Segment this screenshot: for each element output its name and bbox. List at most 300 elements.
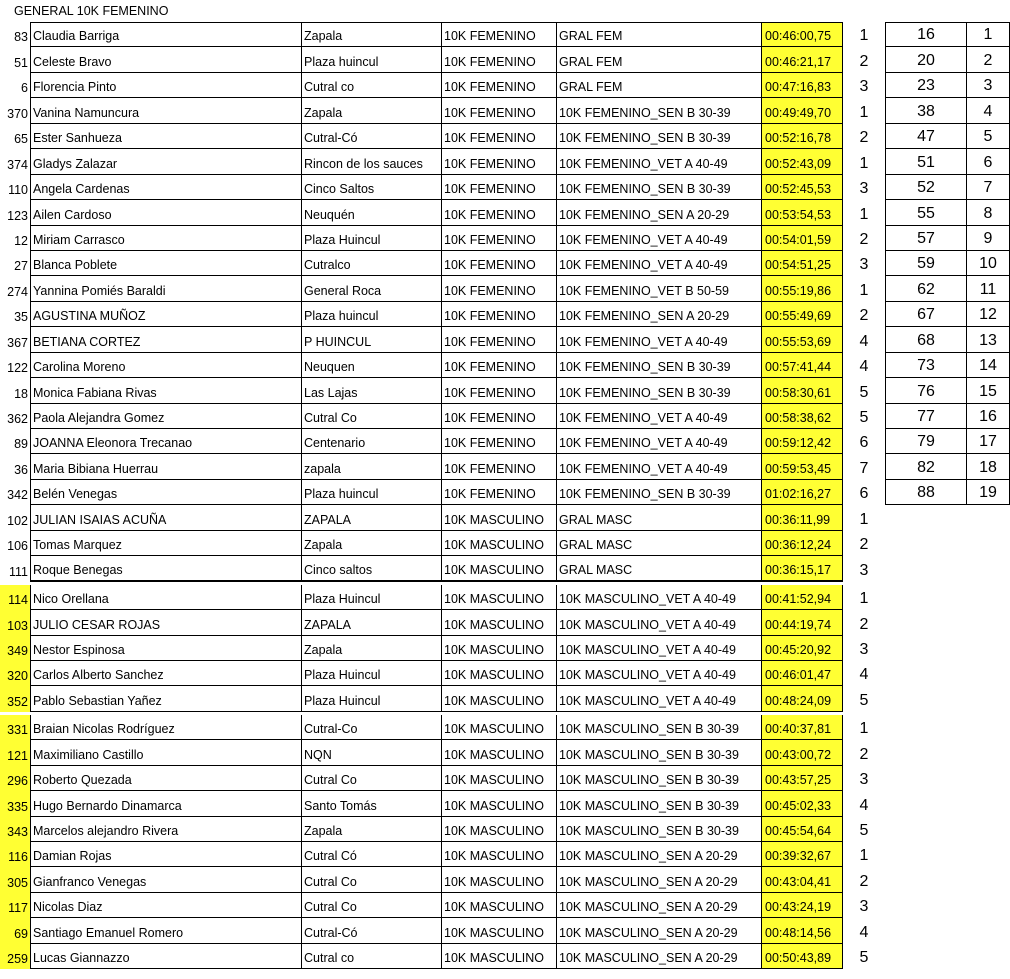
bib-number-cell: 367: [7, 335, 28, 350]
time-cell: 00:44:19,74: [761, 610, 843, 635]
subcategory-cell: 10K FEMENINO_SEN B 30-39: [556, 98, 761, 123]
category-cell: 10K MASCULINO: [441, 610, 556, 635]
category-place-cell: 1: [859, 847, 869, 865]
city-cell: Zapala: [301, 531, 441, 556]
bib-number-cell: 6: [21, 81, 28, 96]
general-place-cell: 59: [885, 251, 966, 276]
category-place-cell: 4: [859, 332, 869, 350]
city-cell: Plaza Huincul: [301, 661, 441, 686]
gender-place-cell: 19: [966, 480, 1010, 505]
time-cell: 00:55:53,69: [761, 327, 843, 352]
table-row: [0, 175, 1010, 200]
table-row: [0, 918, 1010, 943]
category-place-cell: 3: [859, 771, 869, 789]
category-cell: 10K MASCULINO: [441, 531, 556, 556]
city-cell: Plaza huincul: [301, 480, 441, 505]
general-place-cell: 52: [885, 175, 966, 200]
city-cell: Plaza huincul: [301, 47, 441, 72]
category-place-cell: 2: [859, 872, 869, 890]
table-row: [0, 636, 1010, 661]
time-cell: 00:41:52,94: [761, 585, 843, 610]
runner-name-cell: Maria Bibiana Huerrau: [30, 454, 301, 479]
city-cell: ZAPALA: [301, 610, 441, 635]
table-row: [0, 480, 1010, 505]
time-cell: 00:50:43,89: [761, 944, 843, 969]
general-place-cell: 68: [885, 327, 966, 352]
subcategory-cell: 10K MASCULINO_VET A 40-49: [556, 661, 761, 686]
category-cell: 10K FEMENINO: [441, 429, 556, 454]
runner-name-cell: Angela Cardenas: [30, 175, 301, 200]
city-cell: Cutral-Có: [301, 918, 441, 943]
subcategory-cell: GRAL MASC: [556, 556, 761, 581]
table-row: [0, 867, 1010, 892]
subcategory-cell: GRAL FEM: [556, 47, 761, 72]
runner-name-cell: Santiago Emanuel Romero: [30, 918, 301, 943]
runner-name-cell: Gianfranco Venegas: [30, 867, 301, 892]
category-place-cell: 1: [859, 27, 869, 45]
bib-number-cell: 117: [0, 893, 30, 918]
city-cell: General Roca: [301, 276, 441, 301]
subcategory-cell: 10K MASCULINO_SEN A 20-29: [556, 867, 761, 892]
time-cell: 00:46:21,17: [761, 47, 843, 72]
category-cell: 10K FEMENINO: [441, 251, 556, 276]
runner-name-cell: Yannina Pomiés Baraldi: [30, 276, 301, 301]
category-cell: 10K FEMENINO: [441, 226, 556, 251]
time-cell: 00:57:41,44: [761, 353, 843, 378]
city-cell: Plaza huincul: [301, 302, 441, 327]
subcategory-cell: 10K FEMENINO_VET A 40-49: [556, 404, 761, 429]
category-cell: 10K FEMENINO: [441, 353, 556, 378]
bib-number-cell: 89: [14, 437, 28, 452]
bib-number-cell: 259: [0, 944, 30, 969]
runner-name-cell: Monica Fabiana Rivas: [30, 378, 301, 403]
category-cell: 10K FEMENINO: [441, 378, 556, 403]
category-place-cell: 2: [859, 745, 869, 763]
bib-number-cell: 110: [8, 183, 28, 198]
results-table: [0, 22, 1010, 969]
category-place-cell: 2: [859, 52, 869, 70]
bib-number-cell: 121: [0, 740, 30, 765]
time-cell: 00:59:12,42: [761, 429, 843, 454]
subcategory-cell: GRAL MASC: [556, 505, 761, 530]
city-cell: Cutralco: [301, 251, 441, 276]
category-cell: 10K FEMENINO: [441, 175, 556, 200]
time-cell: 00:55:49,69: [761, 302, 843, 327]
general-place-cell: 38: [885, 98, 966, 123]
general-place-cell: 82: [885, 454, 966, 479]
subcategory-cell: 10K MASCULINO_VET A 40-49: [556, 636, 761, 661]
category-place-cell: 1: [859, 205, 869, 223]
city-cell: Zapala: [301, 817, 441, 842]
category-cell: 10K MASCULINO: [441, 686, 556, 711]
city-cell: Zapala: [301, 98, 441, 123]
category-place-cell: 1: [859, 281, 869, 299]
city-cell: Centenario: [301, 429, 441, 454]
city-cell: Cinco Saltos: [301, 175, 441, 200]
city-cell: Cutral Co: [301, 404, 441, 429]
table-row: [0, 327, 1010, 352]
table-row: [0, 766, 1010, 791]
table-row: [0, 531, 1010, 556]
category-place-cell: 5: [859, 949, 869, 967]
subcategory-cell: 10K MASCULINO_SEN A 20-29: [556, 944, 761, 969]
subcategory-cell: 10K MASCULINO_SEN B 30-39: [556, 766, 761, 791]
subcategory-cell: GRAL MASC: [556, 531, 761, 556]
category-cell: 10K FEMENINO: [441, 404, 556, 429]
gender-place-cell: 5: [966, 124, 1010, 149]
runner-name-cell: Carolina Moreno: [30, 353, 301, 378]
time-cell: 00:36:12,24: [761, 531, 843, 556]
general-place-cell: 76: [885, 378, 966, 403]
category-place-cell: 5: [859, 409, 869, 426]
category-place-cell: 1: [859, 720, 869, 738]
city-cell: Cutral Co: [301, 766, 441, 791]
time-cell: 00:52:45,53: [761, 175, 843, 200]
subcategory-cell: 10K FEMENINO_VET A 40-49: [556, 251, 761, 276]
category-place-cell: 1: [859, 510, 869, 528]
category-cell: 10K MASCULINO: [441, 766, 556, 791]
subcategory-cell: 10K FEMENINO_SEN B 30-39: [556, 353, 761, 378]
time-cell: 00:52:16,78: [761, 124, 843, 149]
table-row: [0, 200, 1010, 225]
table-row: [0, 817, 1010, 842]
category-place-cell: 2: [859, 230, 869, 248]
gender-place-cell: 15: [966, 378, 1010, 403]
subcategory-cell: 10K MASCULINO_SEN B 30-39: [556, 740, 761, 765]
runner-name-cell: JULIO CESAR ROJAS: [30, 610, 301, 635]
runner-name-cell: BETIANA CORTEZ: [30, 327, 301, 352]
category-place-cell: 3: [859, 898, 869, 916]
runner-name-cell: JULIAN ISAIAS ACUÑA: [30, 505, 301, 530]
category-cell: 10K FEMENINO: [441, 22, 556, 47]
bib-number-cell: 352: [0, 686, 30, 711]
table-row: [0, 661, 1010, 686]
category-cell: 10K MASCULINO: [441, 791, 556, 816]
time-cell: 00:43:24,19: [761, 893, 843, 918]
category-cell: 10K MASCULINO: [441, 556, 556, 581]
general-place-cell: 55: [885, 200, 966, 225]
table-row: [0, 429, 1010, 454]
time-cell: 00:46:00,75: [761, 22, 843, 47]
time-cell: 00:48:14,56: [761, 918, 843, 943]
subcategory-cell: 10K FEMENINO_VET A 40-49: [556, 429, 761, 454]
bib-number-cell: 349: [0, 636, 30, 661]
bib-number-cell: 362: [7, 412, 28, 426]
subcategory-cell: 10K FEMENINO_VET A 40-49: [556, 149, 761, 174]
bib-number-cell: 103: [0, 610, 30, 635]
runner-name-cell: Celeste Bravo: [30, 47, 301, 72]
category-place-cell: 3: [859, 256, 869, 274]
table-row: [0, 378, 1010, 403]
gender-place-cell: 13: [966, 327, 1010, 352]
table-row: [0, 842, 1010, 867]
category-place-cell: 3: [859, 640, 869, 658]
category-place-cell: 2: [859, 307, 869, 325]
general-place-cell: 79: [885, 429, 966, 454]
category-cell: 10K FEMENINO: [441, 98, 556, 123]
city-cell: Cutral Co: [301, 867, 441, 892]
table-row: [0, 353, 1010, 378]
city-cell: Plaza Huincul: [301, 686, 441, 711]
runner-name-cell: Ailen Cardoso: [30, 200, 301, 225]
subcategory-cell: 10K MASCULINO_SEN B 30-39: [556, 715, 761, 740]
city-cell: Plaza Huincul: [301, 226, 441, 251]
subcategory-cell: 10K MASCULINO_SEN B 30-39: [556, 817, 761, 842]
table-row: [0, 686, 1010, 711]
runner-name-cell: Gladys Zalazar: [30, 149, 301, 174]
general-place-cell: 77: [885, 404, 966, 429]
general-place-cell: 20: [885, 47, 966, 72]
gender-place-cell: 8: [966, 200, 1010, 225]
category-cell: 10K FEMENINO: [441, 454, 556, 479]
category-cell: 10K MASCULINO: [441, 740, 556, 765]
bib-number-cell: 320: [0, 661, 30, 686]
time-cell: 00:54:01,59: [761, 226, 843, 251]
bib-number-cell: 305: [0, 867, 30, 892]
category-place-cell: 1: [859, 154, 869, 172]
city-cell: Cutral co: [301, 73, 441, 98]
subcategory-cell: 10K MASCULINO_SEN A 20-29: [556, 893, 761, 918]
city-cell: Cutral-Co: [301, 715, 441, 740]
subcategory-cell: 10K FEMENINO_SEN A 20-29: [556, 200, 761, 225]
subcategory-cell: 10K FEMENINO_SEN B 30-39: [556, 480, 761, 505]
runner-name-cell: Belén Venegas: [30, 480, 301, 505]
bib-number-cell: 35: [14, 310, 28, 325]
category-cell: 10K MASCULINO: [441, 893, 556, 918]
bib-number-cell: 111: [8, 564, 28, 579]
subcategory-cell: 10K FEMENINO_SEN B 30-39: [556, 175, 761, 200]
runner-name-cell: Paola Alejandra Gomez: [30, 404, 301, 429]
city-cell: Cutral-Có: [301, 124, 441, 149]
table-row: [0, 73, 1010, 98]
city-cell: Neuquen: [301, 353, 441, 378]
runner-name-cell: Nicolas Diaz: [30, 893, 301, 918]
gender-place-cell: 11: [966, 276, 1010, 301]
gender-place-cell: 6: [966, 149, 1010, 174]
runner-name-cell: JOANNA Eleonora Trecanao: [30, 429, 301, 454]
category-cell: 10K FEMENINO: [441, 200, 556, 225]
time-cell: 00:58:30,61: [761, 378, 843, 403]
runner-name-cell: Roque Benegas: [30, 556, 301, 581]
bib-number-cell: 342: [7, 488, 28, 503]
bib-number-cell: 274: [7, 284, 28, 299]
table-row: [0, 149, 1010, 174]
general-place-cell: 62: [885, 276, 966, 301]
time-cell: 00:47:16,83: [761, 73, 843, 98]
subcategory-cell: 10K FEMENINO_SEN B 30-39: [556, 378, 761, 403]
time-cell: 00:53:54,53: [761, 200, 843, 225]
category-cell: 10K MASCULINO: [441, 585, 556, 610]
gender-place-cell: 2: [966, 47, 1010, 72]
runner-name-cell: Marcelos alejandro Rivera: [30, 817, 301, 842]
time-cell: 00:48:24,09: [761, 686, 843, 711]
subcategory-cell: 10K FEMENINO_VET A 40-49: [556, 226, 761, 251]
time-cell: 00:39:32,67: [761, 842, 843, 867]
gender-place-cell: 9: [966, 226, 1010, 251]
city-cell: Zapala: [301, 22, 441, 47]
runner-name-cell: Hugo Bernardo Dinamarca: [30, 791, 301, 816]
category-cell: 10K FEMENINO: [441, 276, 556, 301]
bib-number-cell: 51: [14, 55, 28, 70]
subcategory-cell: 10K MASCULINO_SEN B 30-39: [556, 791, 761, 816]
time-cell: 01:02:16,27: [761, 480, 843, 505]
category-place-cell: 4: [859, 923, 869, 941]
bib-number-cell: 370: [7, 106, 28, 121]
bib-number-cell: 102: [7, 513, 28, 528]
bib-number-cell: 65: [14, 132, 28, 147]
time-cell: 00:45:02,33: [761, 791, 843, 816]
runner-name-cell: Lucas Giannazzo: [30, 944, 301, 969]
subcategory-cell: 10K FEMENINO_VET B 50-59: [556, 276, 761, 301]
runner-name-cell: Vanina Namuncura: [30, 98, 301, 123]
subcategory-cell: 10K MASCULINO_VET A 40-49: [556, 610, 761, 635]
category-place-cell: 1: [859, 103, 869, 121]
time-cell: 00:46:01,47: [761, 661, 843, 686]
gender-place-cell: 18: [966, 454, 1010, 479]
bib-number-cell: 69: [0, 918, 30, 943]
category-cell: 10K MASCULINO: [441, 505, 556, 530]
table-row: [0, 791, 1010, 816]
subcategory-cell: GRAL FEM: [556, 73, 761, 98]
gender-place-cell: 3: [966, 73, 1010, 98]
bib-number-cell: 116: [0, 842, 30, 867]
category-cell: 10K FEMENINO: [441, 149, 556, 174]
city-cell: P HUINCUL: [301, 327, 441, 352]
category-place-cell: 4: [859, 796, 869, 814]
time-cell: 00:59:53,45: [761, 454, 843, 479]
category-place-cell: 5: [859, 691, 869, 709]
category-cell: 10K FEMENINO: [441, 73, 556, 98]
gender-place-cell: 16: [966, 404, 1010, 429]
gender-place-cell: 1: [966, 22, 1010, 47]
bib-number-cell: 343: [0, 817, 30, 842]
general-place-cell: 23: [885, 73, 966, 98]
bib-number-cell: 106: [7, 539, 28, 554]
category-cell: 10K MASCULINO: [441, 817, 556, 842]
runner-name-cell: Carlos Alberto Sanchez: [30, 661, 301, 686]
general-place-cell: 47: [885, 124, 966, 149]
bib-number-cell: 114: [0, 585, 30, 610]
table-row: [0, 404, 1010, 429]
runner-name-cell: Nico Orellana: [30, 585, 301, 610]
runner-name-cell: Roberto Quezada: [30, 766, 301, 791]
runner-name-cell: Maximiliano Castillo: [30, 740, 301, 765]
runner-name-cell: Damian Rojas: [30, 842, 301, 867]
city-cell: Zapala: [301, 636, 441, 661]
category-cell: 10K FEMENINO: [441, 302, 556, 327]
table-row: [0, 22, 1010, 47]
time-cell: 00:36:15,17: [761, 556, 843, 581]
table-row: [0, 226, 1010, 251]
table-row: [0, 251, 1010, 276]
category-place-cell: 7: [859, 459, 869, 477]
subcategory-cell: GRAL FEM: [556, 22, 761, 47]
time-cell: 00:45:54,64: [761, 817, 843, 842]
city-cell: Las Lajas: [301, 378, 441, 403]
category-place-cell: 2: [859, 129, 869, 147]
category-cell: 10K MASCULINO: [441, 661, 556, 686]
bib-number-cell: 296: [0, 766, 30, 791]
city-cell: Santo Tomás: [301, 791, 441, 816]
city-cell: Cutral Có: [301, 842, 441, 867]
table-row: [0, 893, 1010, 918]
category-cell: 10K FEMENINO: [441, 480, 556, 505]
runner-name-cell: Tomas Marquez: [30, 531, 301, 556]
subcategory-cell: 10K MASCULINO_VET A 40-49: [556, 686, 761, 711]
bib-number-cell: 374: [7, 157, 28, 172]
category-place-cell: 6: [859, 485, 869, 503]
category-place-cell: 2: [859, 536, 869, 554]
category-place-cell: 5: [859, 822, 869, 839]
bib-number-cell: 36: [14, 462, 28, 477]
table-row: [0, 715, 1010, 740]
subcategory-cell: 10K FEMENINO_VET A 40-49: [556, 327, 761, 352]
time-cell: 00:43:00,72: [761, 740, 843, 765]
category-cell: 10K MASCULINO: [441, 944, 556, 969]
table-row: [0, 454, 1010, 479]
time-cell: 00:54:51,25: [761, 251, 843, 276]
table-row: [0, 740, 1010, 765]
time-cell: 00:49:49,70: [761, 98, 843, 123]
runner-name-cell: Florencia Pinto: [30, 73, 301, 98]
bib-number-cell: 335: [0, 791, 30, 816]
city-cell: Cutral co: [301, 944, 441, 969]
bib-number-cell: 123: [7, 208, 28, 223]
table-row: [0, 98, 1010, 123]
category-cell: 10K MASCULINO: [441, 918, 556, 943]
time-cell: 00:36:11,99: [761, 505, 843, 530]
runner-name-cell: Braian Nicolas Rodríguez: [30, 715, 301, 740]
city-cell: Neuquén: [301, 200, 441, 225]
general-place-cell: 73: [885, 353, 966, 378]
runner-name-cell: AGUSTINA MUÑOZ: [30, 302, 301, 327]
category-cell: 10K FEMENINO: [441, 124, 556, 149]
city-cell: Cinco saltos: [301, 556, 441, 581]
category-cell: 10K MASCULINO: [441, 867, 556, 892]
category-place-cell: 1: [859, 590, 869, 608]
table-row: [0, 124, 1010, 149]
category-cell: 10K MASCULINO: [441, 715, 556, 740]
time-cell: 00:40:37,81: [761, 715, 843, 740]
time-cell: 00:52:43,09: [761, 149, 843, 174]
general-place-cell: 67: [885, 302, 966, 327]
runner-name-cell: Nestor Espinosa: [30, 636, 301, 661]
city-cell: Rincon de los sauces: [301, 149, 441, 174]
category-place-cell: 2: [859, 615, 869, 633]
bib-number-cell: 12: [14, 233, 28, 248]
category-cell: 10K FEMENINO: [441, 47, 556, 72]
subcategory-cell: 10K FEMENINO_SEN B 30-39: [556, 124, 761, 149]
runner-name-cell: Pablo Sebastian Yañez: [30, 686, 301, 711]
runner-name-cell: Ester Sanhueza: [30, 124, 301, 149]
subcategory-cell: 10K MASCULINO_SEN A 20-29: [556, 918, 761, 943]
gender-place-cell: 7: [966, 175, 1010, 200]
table-row: [0, 302, 1010, 327]
category-place-cell: 5: [859, 383, 869, 401]
table-row: [0, 505, 1010, 530]
sheet-title: GENERAL 10K FEMENINO: [14, 4, 169, 18]
category-place-cell: 6: [859, 434, 869, 452]
category-place-cell: 3: [859, 78, 869, 96]
gender-place-cell: 10: [966, 251, 1010, 276]
city-cell: Plaza Huincul: [301, 585, 441, 610]
time-cell: 00:45:20,92: [761, 636, 843, 661]
general-place-cell: 88: [885, 480, 966, 505]
category-place-cell: 3: [859, 561, 869, 579]
time-cell: 00:43:04,41: [761, 867, 843, 892]
general-place-cell: 16: [885, 22, 966, 47]
table-row: [0, 944, 1010, 969]
